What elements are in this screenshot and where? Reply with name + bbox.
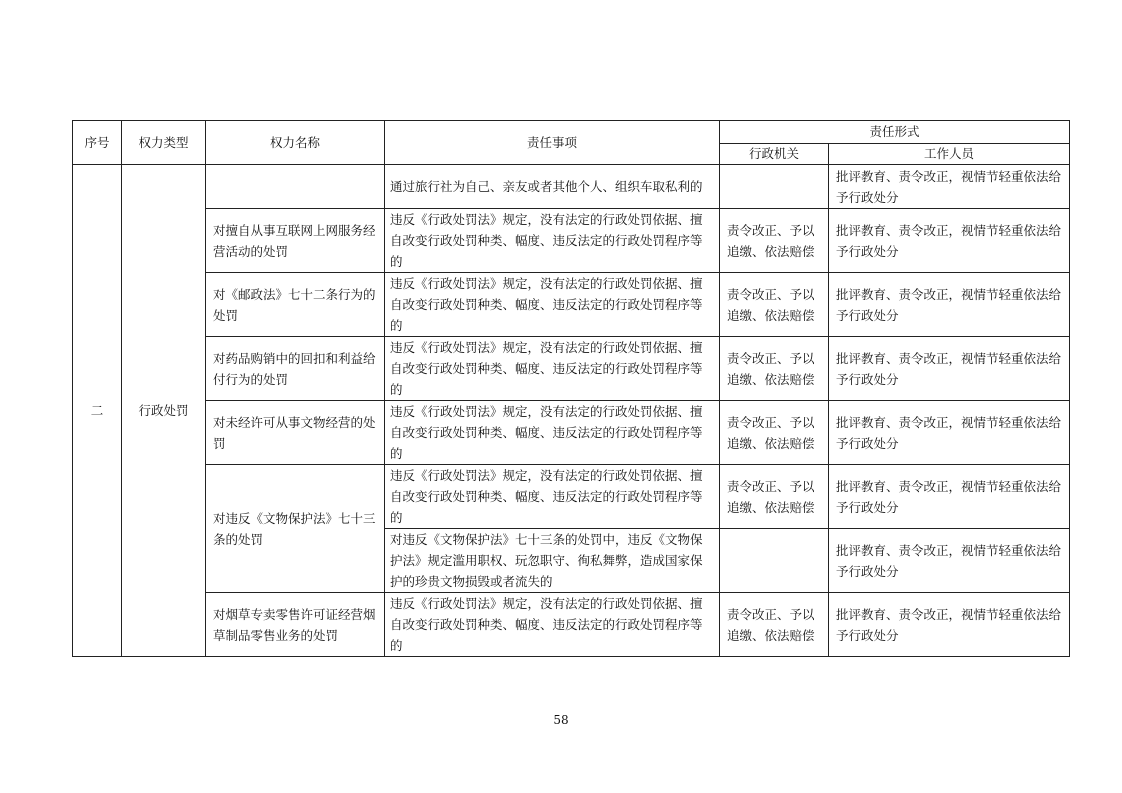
seq-cell: 二	[73, 165, 122, 657]
header-row	[73, 121, 1070, 144]
staff-cell: 批评教育、责令改正，视情节轻重依法给予行政处分	[829, 401, 1070, 465]
header-staff: 工作人员	[829, 144, 1070, 165]
page-number: 58	[553, 713, 569, 727]
staff-cell: 批评教育、责令改正，视情节轻重依法给予行政处分	[829, 593, 1070, 657]
admin-organ-cell: 责令改正、予以追缴、依法赔偿	[720, 209, 829, 273]
staff-cell: 批评教育、责令改正，视情节轻重依法给予行政处分	[829, 529, 1070, 593]
responsibility-item-cell: 违反《行政处罚法》规定，没有法定的行政处罚依据、擅自改变行政处罚种类、幅度、违反法定的行政处罚程序等的	[385, 209, 720, 273]
staff-cell: 批评教育、责令改正，视情节轻重依法给予行政处分	[829, 337, 1070, 401]
responsibility-item-cell: 对违反《文物保护法》七十三条的处罚中，违反《文物保护法》规定滥用职权、玩忽职守、徇私舞弊，造成国家保护的珍贵文物损毁或者流失的	[385, 529, 720, 593]
power-name-cell: 对《邮政法》七十二条行为的处罚	[206, 273, 385, 337]
responsibility-item-cell: 违反《行政处罚法》规定，没有法定的行政处罚依据、擅自改变行政处罚种类、幅度、违反法定的行政处罚程序等的	[385, 337, 720, 401]
responsibility-item-cell: 违反《行政处罚法》规定，没有法定的行政处罚依据、擅自改变行政处罚种类、幅度、违反法定的行政处罚程序等的	[385, 401, 720, 465]
power-name-cell: 对擅自从事互联网上网服务经营活动的处罚	[206, 209, 385, 273]
power-name-cell	[206, 165, 385, 209]
staff-cell: 批评教育、责令改正，视情节轻重依法给予行政处分	[829, 165, 1070, 209]
power-name-cell: 对未经许可从事文物经营的处罚	[206, 401, 385, 465]
admin-organ-cell	[720, 165, 829, 209]
admin-organ-cell: 责令改正、予以追缴、依法赔偿	[720, 337, 829, 401]
power-type-cell: 行政处罚	[122, 165, 206, 657]
power-name-cell: 对烟草专卖零售许可证经营烟草制品零售业务的处罚	[206, 593, 385, 657]
power-name-cell: 对违反《文物保护法》七十三条的处罚	[206, 465, 385, 593]
table-row	[73, 209, 1070, 273]
table-row	[73, 401, 1070, 465]
staff-cell: 批评教育、责令改正，视情节轻重依法给予行政处分	[829, 209, 1070, 273]
header-responsibility-form: 责任形式	[720, 121, 1070, 144]
responsibility-item-cell: 违反《行政处罚法》规定，没有法定的行政处罚依据、擅自改变行政处罚种类、幅度、违反法定的行政处罚程序等的	[385, 593, 720, 657]
admin-organ-cell: 责令改正、予以追缴、依法赔偿	[720, 273, 829, 337]
responsibility-item-cell: 违反《行政处罚法》规定，没有法定的行政处罚依据、擅自改变行政处罚种类、幅度、违反法定的行政处罚程序等的	[385, 273, 720, 337]
admin-organ-cell: 责令改正、予以追缴、依法赔偿	[720, 465, 829, 529]
staff-cell: 批评教育、责令改正，视情节轻重依法给予行政处分	[829, 273, 1070, 337]
header-power-name: 权力名称	[206, 121, 385, 165]
header-seq: 序号	[73, 121, 122, 165]
responsibility-item-cell: 违反《行政处罚法》规定，没有法定的行政处罚依据、擅自改变行政处罚种类、幅度、违反法定的行政处罚程序等的	[385, 465, 720, 529]
table-row	[73, 337, 1070, 401]
table-row	[73, 273, 1070, 337]
admin-organ-cell: 责令改正、予以追缴、依法赔偿	[720, 401, 829, 465]
table-row	[73, 465, 1070, 529]
table-row	[73, 165, 1070, 209]
admin-organ-cell: 责令改正、予以追缴、依法赔偿	[720, 593, 829, 657]
admin-organ-cell	[720, 529, 829, 593]
header-responsibility-items: 责任事项	[385, 121, 720, 165]
responsibility-item-cell: 通过旅行社为自己、亲友或者其他个人、组织车取私利的	[385, 165, 720, 209]
power-name-cell: 对药品购销中的回扣和利益给付行为的处罚	[206, 337, 385, 401]
table-row	[73, 593, 1070, 657]
header-power-type: 权力类型	[122, 121, 206, 165]
header-admin-organ: 行政机关	[720, 144, 829, 165]
responsibility-table	[72, 120, 1070, 657]
staff-cell: 批评教育、责令改正，视情节轻重依法给予行政处分	[829, 465, 1070, 529]
